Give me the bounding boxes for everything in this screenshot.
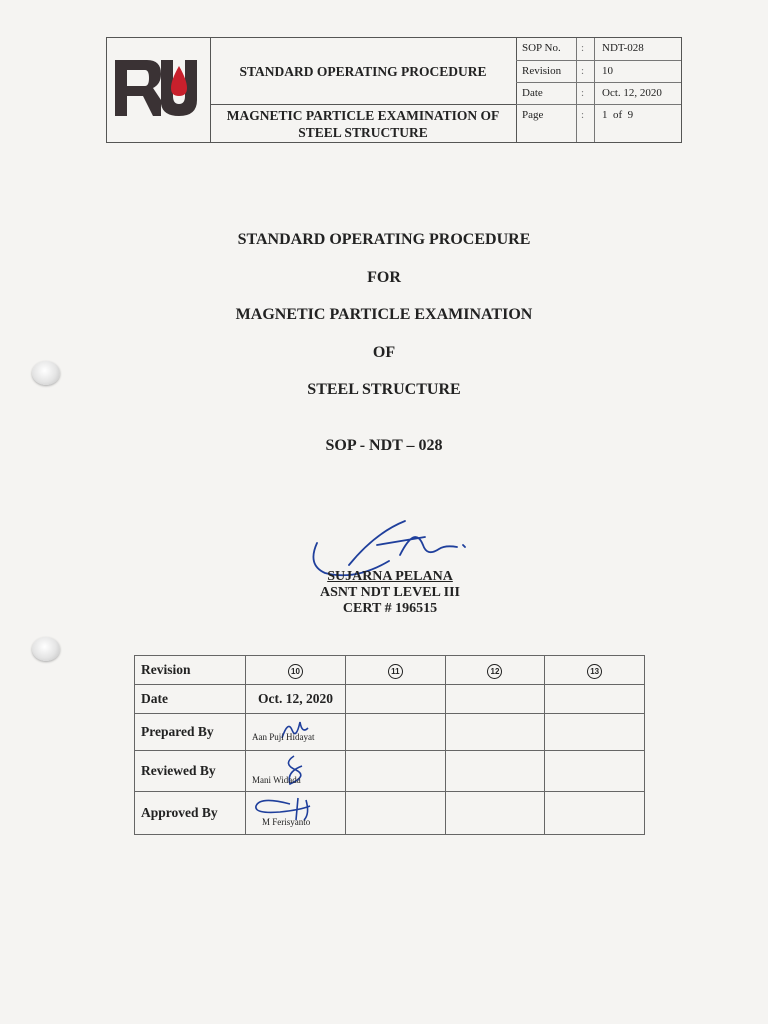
header-subtitle-1: MAGNETIC PARTICLE EXAMINATION OF (226, 108, 500, 123)
meta-value: Oct. 12, 2020 (602, 87, 662, 99)
title-top (210, 38, 516, 105)
sop-code: SOP - NDT – 028 (325, 437, 443, 454)
table-row (135, 751, 645, 792)
header-subtitle-2: STEEL STRUCTURE (298, 125, 428, 140)
meta-label: SOP No. (522, 42, 561, 54)
signer-title: ASNT NDT LEVEL III (320, 585, 460, 600)
meta-value: 1 of 9 (602, 109, 634, 121)
meta-block (516, 38, 681, 142)
document-header (106, 37, 682, 143)
cover-line-3: MAGNETIC PARTICLE EXAMINATION (235, 306, 533, 323)
table-row (135, 685, 645, 714)
table-row (135, 714, 645, 751)
title-cell (210, 38, 517, 142)
meta-label: Date (522, 87, 543, 99)
revision-number: 10 (288, 664, 303, 679)
table-row (135, 792, 645, 835)
company-logo (107, 38, 210, 142)
meta-row-sop (516, 38, 681, 61)
meta-row-revision (516, 60, 681, 83)
meta-value: 10 (602, 65, 613, 77)
row-label-revision: Revision (135, 656, 246, 685)
row-label-reviewed: Reviewed By (135, 751, 246, 792)
meta-row-page (516, 104, 681, 142)
meta-label: Revision (522, 65, 562, 77)
revision-table (134, 655, 645, 835)
logo-cell (107, 38, 211, 142)
revision-number: 13 (587, 664, 602, 679)
row-label-prepared: Prepared By (135, 714, 246, 751)
prepared-name: Aan Puji Hidayat (252, 732, 315, 742)
meta-colon: : (581, 87, 585, 99)
header-title: STANDARD OPERATING PROCEDURE (239, 64, 487, 79)
cover-line-4: OF (372, 344, 396, 361)
meta-colon: : (581, 42, 585, 54)
signer-cert: CERT # 196515 (342, 601, 438, 616)
meta-label: Page (522, 109, 544, 121)
reviewed-name: Mani Widada (252, 775, 301, 785)
punch-hole-bottom (32, 637, 60, 661)
cover-line-1: STANDARD OPERATING PROCEDURE (237, 231, 531, 248)
row-label-approved: Approved By (135, 792, 246, 835)
revision-number: 11 (388, 664, 403, 679)
meta-value: NDT-028 (602, 42, 644, 54)
cover-line-5: STEEL STRUCTURE (307, 381, 461, 398)
cover-line-2: FOR (367, 269, 401, 286)
meta-colon: : (581, 65, 585, 77)
approved-name: M Ferisyanto (262, 817, 311, 827)
table-row (135, 656, 645, 685)
row-label-date: Date (135, 685, 246, 714)
date-value: Oct. 12, 2020 (246, 685, 346, 714)
punch-hole-top (32, 361, 60, 385)
meta-colon: : (581, 109, 585, 121)
signer-name: SUJARNA PELANA (327, 569, 453, 584)
revision-number: 12 (487, 664, 502, 679)
logo-mark (115, 60, 197, 116)
meta-row-date (516, 82, 681, 105)
